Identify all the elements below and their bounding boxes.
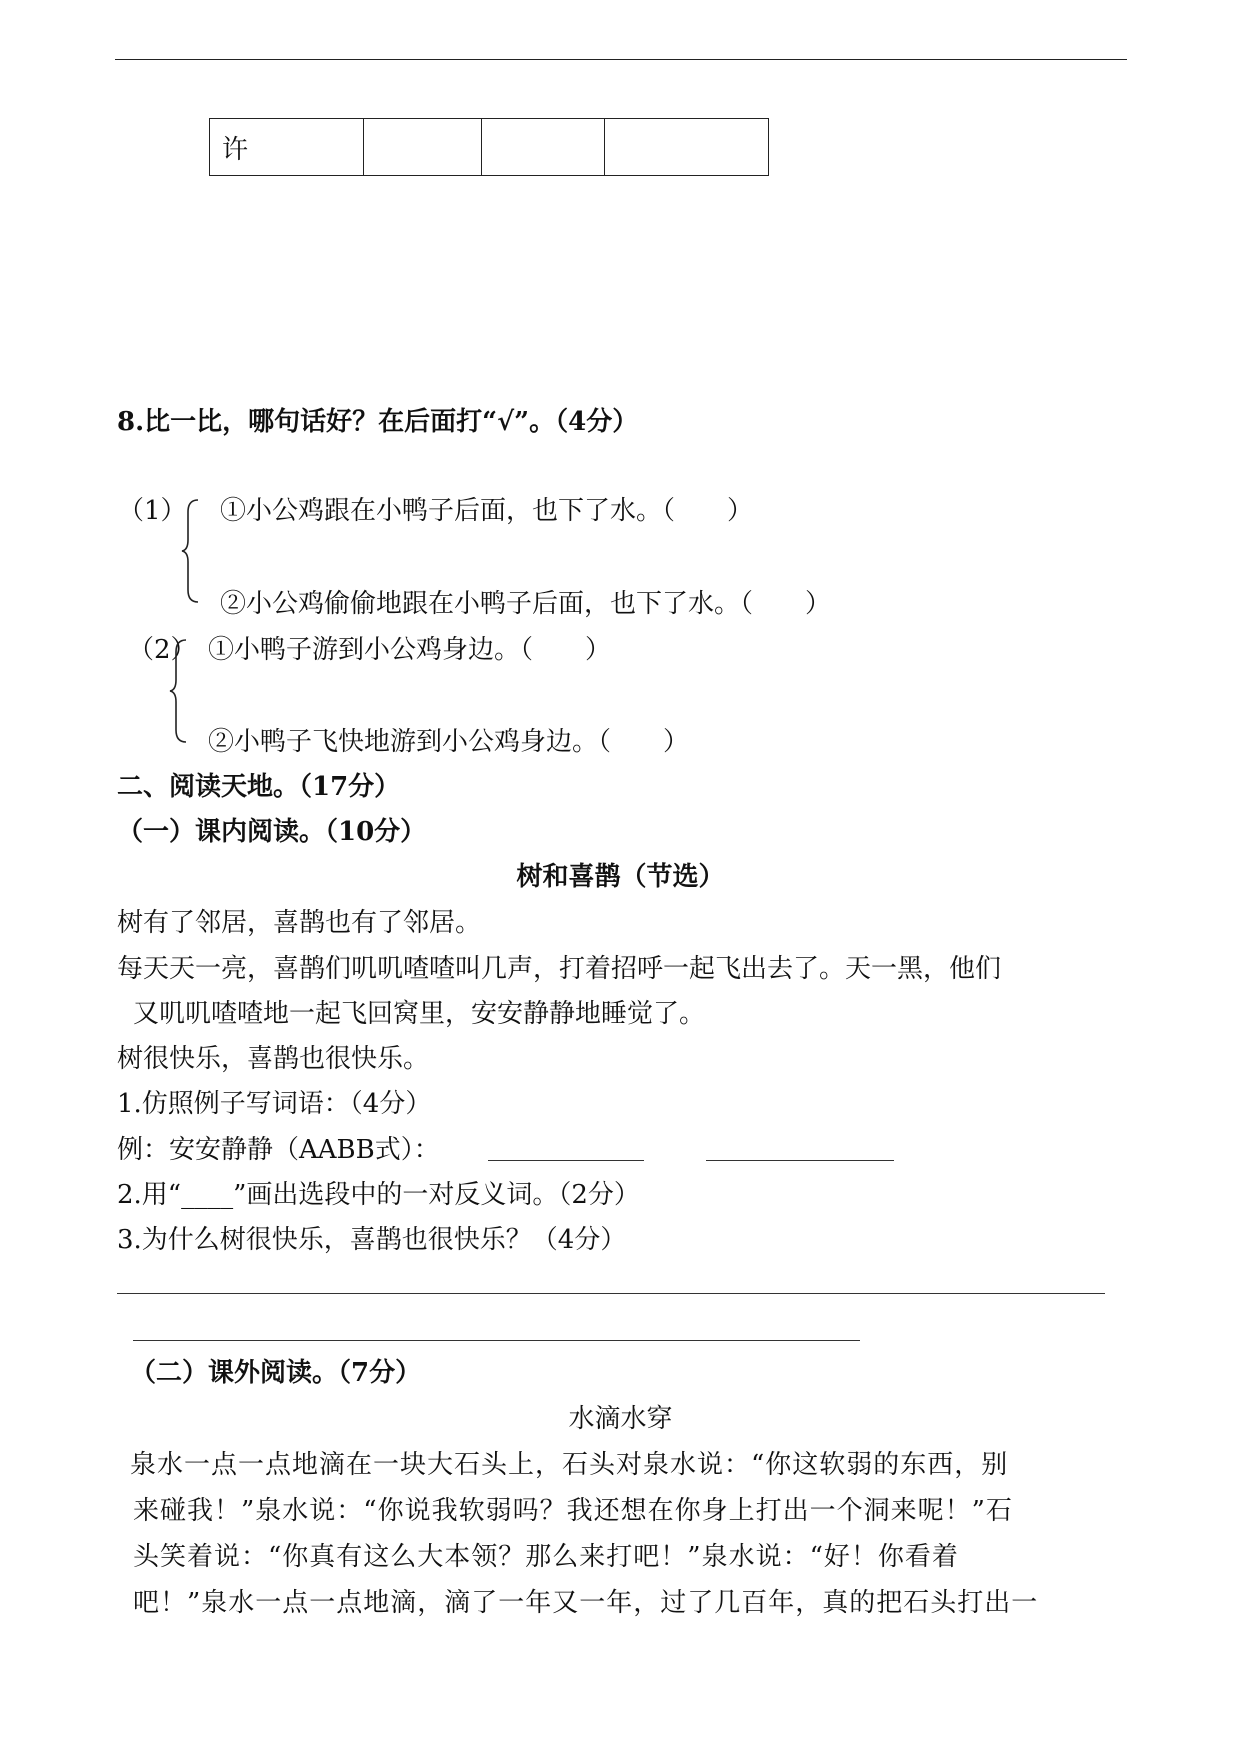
question-8-title: 8.比一比，哪句话好？在后面打“√”。（4分）	[117, 407, 639, 437]
passage-1-title: 树和喜鹊（节选）	[516, 862, 725, 892]
section-2-heading: 二、阅读天地。（17分）	[117, 772, 401, 802]
table-cell[interactable]	[364, 119, 482, 176]
option-1a: ①小公鸡跟在小鸭子后面，也下了水。（ ）	[220, 496, 754, 526]
option-2a: ①小鸭子游到小公鸡身边。（ ）	[208, 635, 612, 665]
brace-icon	[180, 496, 200, 606]
table-cell[interactable]	[605, 119, 769, 176]
passage-2-line: 头笑着说：“你真有这么大本领？那么来打吧！”泉水说：“好！你看着	[133, 1542, 959, 1572]
passage-1-paragraph-2-line-1: 每天天一亮，喜鹊们叽叽喳喳叫几声，打着招呼一起飞出去了。天一黑，他们	[117, 954, 1002, 984]
question-1-example: 例：安安静静（AABB式）：	[117, 1135, 440, 1165]
group-2-label: （2）	[128, 635, 197, 665]
question-2: 2.用“____”画出选段中的一对反义词。（2分）	[117, 1180, 640, 1210]
header-rule	[115, 59, 1127, 60]
option-2b: ②小鸭子飞快地游到小公鸡身边。（ ）	[208, 727, 690, 757]
passage-1-paragraph-2-line-2: 又叽叽喳喳地一起飞回窝里，安安静静地睡觉了。	[133, 999, 706, 1029]
passage-2-title: 水滴水穿	[568, 1404, 673, 1434]
answer-line-1[interactable]	[117, 1293, 1105, 1294]
passage-1-paragraph-1: 树有了邻居，喜鹊也有了邻居。	[117, 908, 482, 938]
answer-line-2[interactable]	[133, 1340, 860, 1341]
table-cell: 许	[210, 119, 364, 176]
answer-blank-1[interactable]	[488, 1160, 644, 1161]
question-3: 3.为什么树很快乐，喜鹊也很快乐？（4分）	[117, 1225, 627, 1255]
word-grid-table	[209, 118, 769, 176]
table-row	[210, 119, 769, 176]
question-1: 1.仿照例子写词语：（4分）	[117, 1089, 432, 1119]
answer-blank-2[interactable]	[706, 1160, 894, 1161]
table-cell[interactable]	[482, 119, 605, 176]
passage-2-line: 吧！”泉水一点一点地滴，滴了一年又一年，过了几百年，真的把石头打出一	[133, 1588, 1039, 1618]
part-1-heading: （一）课内阅读。（10分）	[117, 817, 427, 847]
part-2-heading: （二）课外阅读。（7分）	[130, 1358, 422, 1388]
group-1-label: （1）	[118, 496, 187, 526]
passage-2-line: 泉水一点一点地滴在一块大石头上，石头对泉水说：“你这软弱的东西，别	[130, 1450, 1009, 1480]
passage-2-line: 来碰我！”泉水说：“你说我软弱吗？我还想在你身上打出一个洞来呢！”石	[133, 1496, 1013, 1526]
passage-1-paragraph-3: 树很快乐，喜鹊也很快乐。	[117, 1044, 430, 1074]
option-1b: ②小公鸡偷偷地跟在小鸭子后面，也下了水。（ ）	[220, 589, 832, 619]
brace-icon	[168, 636, 188, 746]
